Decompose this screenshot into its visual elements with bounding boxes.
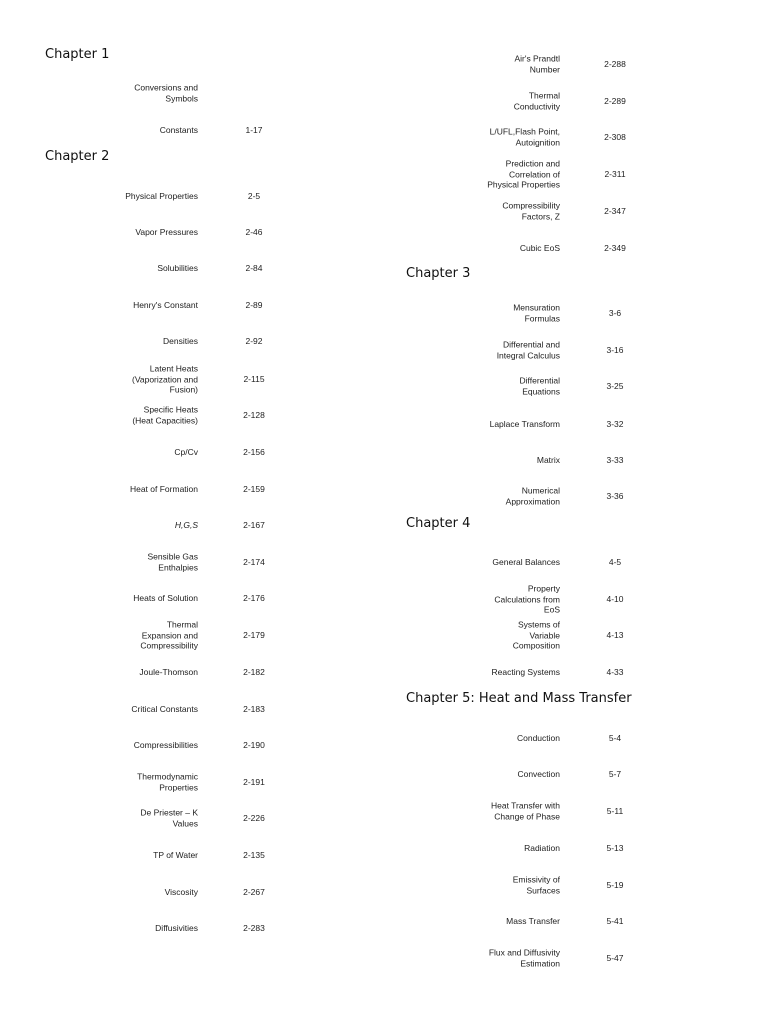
entry-page: 2-84 bbox=[245, 263, 263, 273]
entry-page: 2-46 bbox=[245, 227, 263, 237]
entry-topic: Solubilities bbox=[157, 262, 198, 273]
entry-topic: Latent Heats (Vaporization and Fusion) bbox=[132, 363, 198, 395]
entry-topic: Viscosity bbox=[164, 886, 198, 897]
entry-topic: Thermal Conductivity bbox=[513, 90, 560, 111]
entry-page: 3-32 bbox=[606, 419, 624, 429]
entry-topic: De Priester – K Values bbox=[140, 807, 198, 828]
entry-page: 5-13 bbox=[606, 843, 624, 853]
entry-topic: Thermodynamic Properties bbox=[137, 771, 198, 792]
entry-page: 3-6 bbox=[608, 308, 622, 318]
entry-topic: Sensible Gas Enthalpies bbox=[147, 551, 198, 572]
entry-topic: Heats of Solution bbox=[133, 592, 198, 603]
entry-page: 2-179 bbox=[243, 630, 265, 640]
entry-page: 2-183 bbox=[243, 704, 265, 714]
entry-topic: Critical Constants bbox=[131, 703, 198, 714]
entry-topic: Laplace Transform bbox=[489, 418, 560, 429]
entry-topic: Densities bbox=[163, 335, 198, 346]
entry-page: 5-47 bbox=[606, 953, 624, 963]
entry-topic: Differential Equations bbox=[519, 375, 560, 396]
entry-topic: Flux and Diffusivity Estimation bbox=[488, 947, 560, 968]
entry-page: 2-5 bbox=[247, 191, 261, 201]
entry-topic: Compressibilities bbox=[133, 739, 198, 750]
entry-topic: Differential and Integral Calculus bbox=[496, 339, 560, 360]
chapter-4-heading: Chapter 4 bbox=[406, 516, 471, 531]
entry-page: 2-288 bbox=[604, 59, 626, 69]
entry-page: 3-36 bbox=[606, 491, 624, 501]
entry-topic: Vapor Pressures bbox=[135, 226, 198, 237]
entry-page: 3-33 bbox=[606, 455, 624, 465]
entry-topic: Cp/Cv bbox=[174, 446, 198, 457]
entry-topic: Conversions and Symbols bbox=[134, 82, 198, 103]
entry-page: 2-89 bbox=[245, 300, 263, 310]
chapter-1-heading: Chapter 1 bbox=[45, 47, 110, 62]
entry-topic: General Balances bbox=[492, 556, 560, 567]
entry-topic: Thermal Expansion and Compressibility bbox=[140, 619, 198, 651]
entry-page: 2-267 bbox=[243, 887, 265, 897]
entry-topic: L/UFL,Flash Point, Autoignition bbox=[489, 126, 560, 147]
entry-topic: Radiation bbox=[524, 842, 560, 853]
entry-page: 2-349 bbox=[604, 243, 626, 253]
entry-page: 2-283 bbox=[243, 923, 265, 933]
entry-page: 2-128 bbox=[243, 410, 265, 420]
chapter-3-heading: Chapter 3 bbox=[406, 266, 471, 281]
entry-topic: Henry's Constant bbox=[133, 299, 198, 310]
entry-topic: Reacting Systems bbox=[491, 666, 560, 677]
entry-page: 2-191 bbox=[243, 777, 265, 787]
entry-topic: Diffusivities bbox=[155, 922, 198, 933]
entry-topic: Matrix bbox=[536, 454, 560, 465]
entry-topic: TP of Water bbox=[153, 849, 198, 860]
entry-topic: Numerical Approximation bbox=[505, 485, 560, 506]
entry-topic: Heat of Formation bbox=[129, 483, 198, 494]
entry-page: 2-167 bbox=[243, 520, 265, 530]
entry-page: 2-347 bbox=[604, 206, 626, 216]
entry-page: 2-226 bbox=[243, 813, 265, 823]
entry-page: 2-156 bbox=[243, 447, 265, 457]
entry-page: 2-311 bbox=[604, 169, 626, 179]
entry-page: 1-17 bbox=[245, 125, 263, 135]
entry-topic: Joule-Thomson bbox=[139, 666, 198, 677]
entry-page: 2-135 bbox=[243, 850, 265, 860]
entry-topic: Conduction bbox=[516, 732, 560, 743]
entry-page: 4-10 bbox=[606, 594, 624, 604]
entry-page: 2-176 bbox=[243, 593, 265, 603]
entry-topic: Cubic EoS bbox=[519, 242, 560, 253]
chapter-5-heading: Chapter 5: Heat and Mass Transfer bbox=[406, 691, 632, 706]
entry-page: 2-190 bbox=[243, 740, 265, 750]
chapter-2-heading: Chapter 2 bbox=[45, 149, 110, 164]
entry-topic: Systems of Variable Composition bbox=[512, 619, 560, 651]
entry-page: 2-159 bbox=[243, 484, 265, 494]
entry-page: 5-19 bbox=[606, 880, 624, 890]
entry-topic: H,G,S bbox=[174, 519, 198, 530]
entry-topic: Constants bbox=[159, 124, 198, 135]
entry-topic: Emissivity of Surfaces bbox=[512, 874, 560, 895]
entry-page: 2-92 bbox=[245, 336, 263, 346]
entry-page: 3-16 bbox=[606, 345, 624, 355]
entry-page: 5-11 bbox=[606, 806, 624, 816]
entry-page: 2-115 bbox=[243, 374, 265, 384]
entry-page: 2-289 bbox=[604, 96, 626, 106]
entry-topic: Air's Prandtl Number bbox=[514, 53, 560, 74]
entry-page: 5-4 bbox=[608, 733, 622, 743]
entry-page: 5-7 bbox=[608, 769, 622, 779]
entry-topic: Heat Transfer with Change of Phase bbox=[491, 800, 560, 821]
entry-page: 5-41 bbox=[606, 916, 624, 926]
entry-page: 2-182 bbox=[243, 667, 265, 677]
entry-page: 4-5 bbox=[608, 557, 622, 567]
entry-topic: Specific Heats (Heat Capacities) bbox=[132, 404, 198, 425]
entry-page: 4-13 bbox=[606, 630, 624, 640]
entry-topic: Prediction and Correlation of Physical Properties bbox=[487, 158, 560, 190]
entry-topic: Physical Properties bbox=[125, 190, 198, 201]
entry-topic: Mensuration Formulas bbox=[513, 302, 560, 323]
entry-page: 3-25 bbox=[606, 381, 624, 391]
entry-topic: Mass Transfer bbox=[506, 915, 560, 926]
entry-topic: Property Calculations from EoS bbox=[494, 583, 560, 615]
entry-topic: Convection bbox=[517, 768, 560, 779]
entry-page: 2-174 bbox=[243, 557, 265, 567]
entry-page: 4-33 bbox=[606, 667, 624, 677]
entry-page: 2-308 bbox=[604, 132, 626, 142]
entry-topic: Compressibility Factors, Z bbox=[502, 200, 560, 221]
